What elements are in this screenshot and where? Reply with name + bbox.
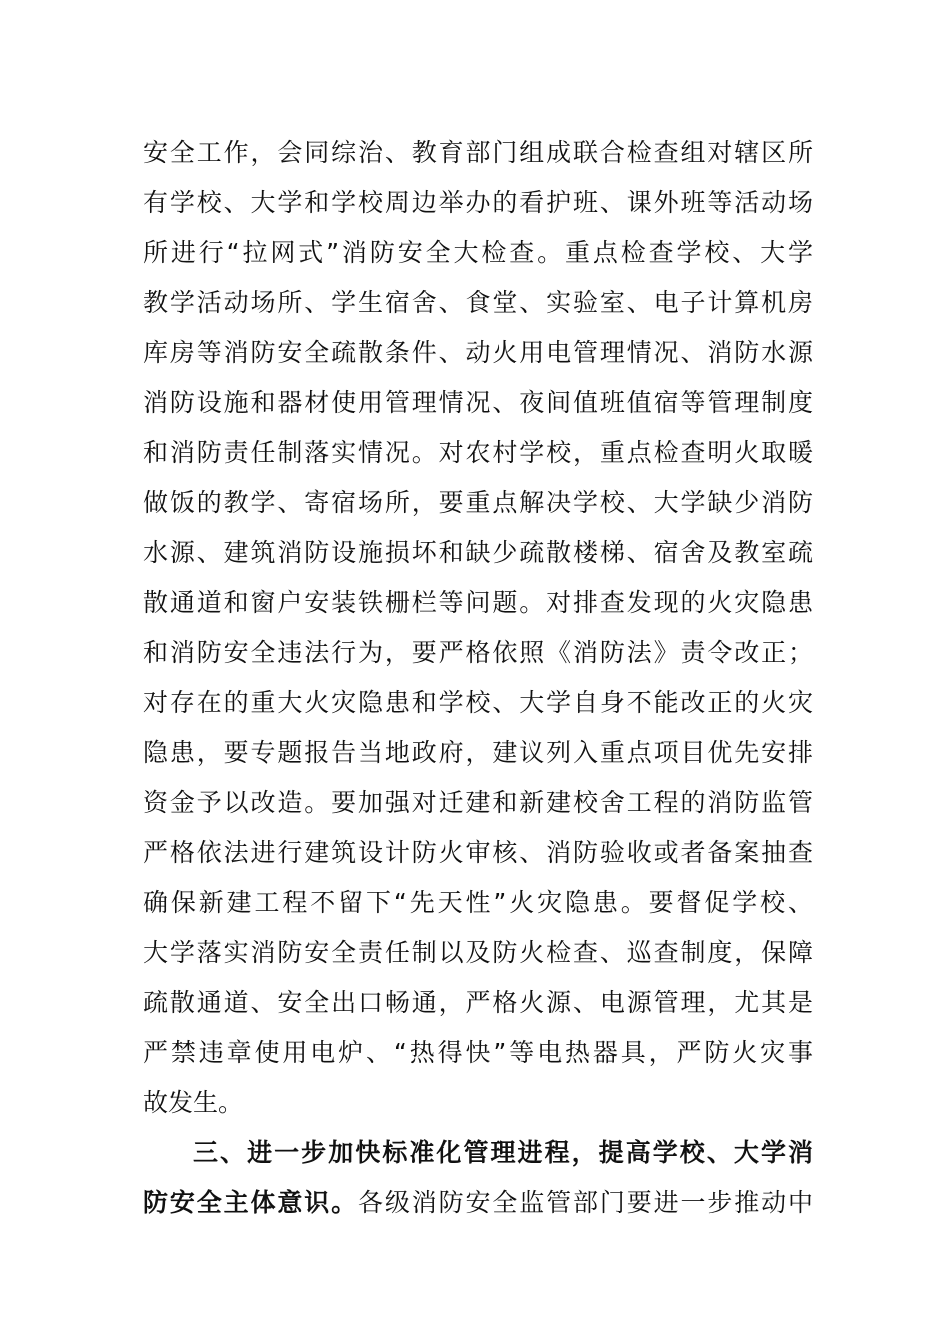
paragraph-line: 严格依法进行建筑设计防火审核、消防验收或者备案抽查 [143, 838, 813, 867]
paragraph-line: 散通道和窗户安装铁栅栏等问题。对排查发现的火灾隐患 [143, 588, 813, 617]
section-heading-end: 防安全主体意识。 [143, 1188, 358, 1217]
paragraph-line: 严禁违章使用电炉、“热得快”等电热器具，严防火灾事 [143, 1038, 813, 1067]
section-heading: 三、进一步加快标准化管理进程，提高学校、大学消 [193, 1138, 813, 1167]
paragraph-line: 所进行“拉网式”消防安全大检查。重点检查学校、大学 [143, 238, 813, 267]
paragraph-line: 确保新建工程不留下“先天性”火灾隐患。要督促学校、 [143, 888, 813, 917]
paragraph-line: 做饭的教学、寄宿场所，要重点解决学校、大学缺少消防 [143, 488, 813, 517]
paragraph-line: 资金予以改造。要加强对迁建和新建校舍工程的消防监管 [143, 788, 813, 817]
paragraph-line: 疏散通道、安全出口畅通，严格火源、电源管理，尤其是 [143, 988, 813, 1017]
section-body-start: 各级消防安全监管部门要进一步推动中 [358, 1188, 813, 1217]
paragraph-line: 故发生。 [143, 1088, 244, 1117]
paragraph-line: 安全工作，会同综治、教育部门组成联合检查组对辖区所 [143, 138, 813, 167]
paragraph-line: 对存在的重大火灾隐患和学校、大学自身不能改正的火灾 [143, 688, 813, 717]
paragraph-line: 水源、建筑消防设施损坏和缺少疏散楼梯、宿舍及教室疏 [143, 538, 813, 567]
paragraph-line: 和消防安全违法行为，要严格依照《消防法》责令改正； [143, 638, 813, 667]
section-heading-continuation [143, 1178, 813, 1228]
paragraph-line: 消防设施和器材使用管理情况、夜间值班值宿等管理制度 [143, 388, 813, 417]
paragraph-line: 隐患，要专题报告当地政府，建议列入重点项目优先安排 [143, 738, 813, 767]
paragraph-line: 库房等消防安全疏散条件、动火用电管理情况、消防水源 [143, 338, 813, 367]
paragraph-line: 有学校、大学和学校周边举办的看护班、课外班等活动场 [143, 188, 813, 217]
document-body [143, 128, 813, 1228]
paragraph-line: 教学活动场所、学生宿舍、食堂、实验室、电子计算机房 [143, 288, 813, 317]
paragraph-line: 和消防责任制落实情况。对农村学校，重点检查明火取暖 [143, 438, 813, 467]
paragraph-line: 大学落实消防安全责任制以及防火检查、巡查制度，保障 [143, 938, 813, 967]
